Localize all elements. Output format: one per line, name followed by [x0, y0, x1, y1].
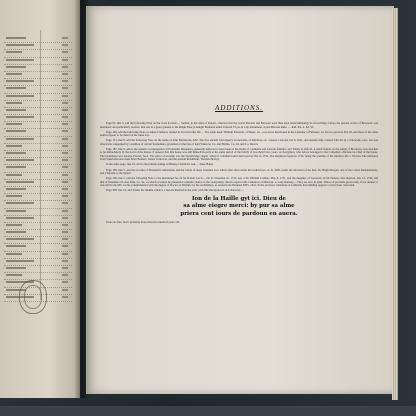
paragraph: Page 65, line 5, add the following Note on the word doctour:— Seldon, in the titles of honour, observes that the words Baronet and Baronett were then used indiscriminately in old writings; before the present notion of Baronetts was instituted; and particularly notices, that one in a grant granted to the Ralph Fane (a Knight Banneret under Edward VI.) is in a hy instrument, styled Baronet Rufe. — Ibid. Par. 4. Ed. VI. — [100, 121, 378, 129]
index-entry — [4, 187, 72, 194]
seal-emblem — [19, 280, 47, 314]
paragraph: Page 206, line 5, add the following Note to the mentioned fee on Sir Robert Lee's:— Dr. R. Wiseman ob. 1712. Aet. 2 Sir William Lothian, May 6, 1731, and the daughter of Leonardo 10 Sir Nelson, who married, Jan. 12, 1744, and that of Dawkins of Lassn Park, Co. Sa, on which occasion he presented a smaller chance to the vestrydemy church organ to Mr. Cutteleon of Malvern, to Lady Ramsey.—They are now in print. This is of probable great rarity, if not unique; it was still in the MS. rooms complimented with the degree of Doctor of Divinity by the Archbishop, as noted in the Harleian MSS. 1641. In the previous visitations at Lambeth, this building appears to have been renovated. — [100, 176, 378, 188]
index-entry — [4, 252, 72, 259]
inscription-line: Ion de la Haille gyt ici. Dieu de — [192, 195, 286, 202]
inscription-line: priera cent iours de pardoun en auera. — [180, 210, 298, 217]
index-entry — [4, 151, 72, 158]
index-entry — [4, 144, 72, 151]
index-entry — [4, 36, 72, 43]
paragraph: Page 151, line 8, add the following Note on the name of John Hartshorne, M.P. The free ancient John Quevy Cornewaile, of Kintbury, etc. created a baronet Jan 8, 1641, and another duly created with Sir Q. Cornewaile, bart., but was afterwards suspended by a petition of certain freeholders, grounded on the fate of land Winstow, Co. and Holme, Co. Gl. and Co. Devon. — [100, 138, 378, 146]
index-entry — [4, 50, 72, 57]
index-entry — [4, 94, 72, 101]
index-entry — [4, 273, 72, 280]
paragraph: Page 308, line 16, add 'Under the middle window a deed is inserted in the wall, with this inscription in old character:— — [106, 188, 244, 193]
index-entry — [4, 237, 72, 244]
index-entry — [4, 201, 72, 208]
paragraph: Page 106, add the following Note on James Clerkson, termed in Scroll in Oks III.:— The same deed: William Edwards, of Hapet, etc., was never mentioned in the Calendar of February 14, but we perceive Feb 26, and most of the other entries appear to be dated on the same day. — [100, 129, 378, 138]
index-entry — [4, 101, 72, 108]
index-entry — [4, 165, 72, 172]
index-entry — [4, 158, 72, 165]
index-entry — [4, 216, 72, 223]
paragraph: Page 189, line 5, add the account of Elizabeth's Abnesham, and the whole of these treasures now which exist since under the Guildi laws. A. D. 1680, under the direction of the Rev. Dr. Hugh Morgan, one of the Canon Residentiaries, and Chaplain to the Queen. — [100, 167, 378, 176]
index-entry — [4, 230, 72, 237]
left-page-index — [0, 0, 80, 398]
index-entry — [4, 58, 72, 65]
index-entry — [4, 266, 72, 273]
index-entry — [4, 115, 72, 122]
paragraph: Page 187, line 9, add to the remark a congregation of Protestant Dissenters, generally believed to have been of the Order of Carmelite and Lincoln families, and Trinity at Oxford. A small church, in the parish of Brookton, was attached to be immediately by the Lord of the manor. It appears that this house was still himself in early at the same period of the family of Goodwin's two years. A Clergymen, who before belonged to the Cathedral, officiated as chief of the house. The incumbent was George Procter, M.A. The place of worship was the Wydebridge chapel, where it continued until destroyed by fire in 1716. The Registers began in 1732, being the pastime of the minister Mr. I. Warren. The ministers from Snaploths have been Peter Bolders, James Connover, and the present Incumbent, Thomas Hervey. — [100, 146, 378, 162]
index-entries — [4, 36, 72, 302]
index-entry — [4, 86, 72, 93]
page-title: ADDITIONS. — [215, 104, 263, 112]
cover-bottom-edge — [0, 406, 416, 416]
additions-text — [100, 104, 378, 228]
closing-note: It has no date; but it probably more than five hundred years old. — [106, 220, 180, 225]
index-entry — [4, 223, 72, 230]
inscription — [100, 196, 378, 219]
index-entry — [4, 122, 72, 129]
index-entry — [4, 259, 72, 266]
index-entry — [4, 129, 72, 136]
index-entry — [4, 194, 72, 201]
index-entry — [4, 108, 72, 115]
page-edges — [392, 8, 398, 400]
inscription-line: sa alme eiegre merci: by pur sa alme — [183, 203, 295, 210]
index-entry — [4, 137, 72, 144]
paragraph: In the same page, line 19, add to the remark stating on Bishop Charlton's seal,— these Baker. — [106, 162, 214, 167]
index-entry — [4, 65, 72, 72]
index-entry — [4, 173, 72, 180]
index-entry — [4, 209, 72, 216]
index-entry — [4, 72, 72, 79]
index-entry — [4, 244, 72, 251]
index-entry — [4, 180, 72, 187]
index-entry — [4, 43, 72, 50]
index-entry — [4, 79, 72, 86]
